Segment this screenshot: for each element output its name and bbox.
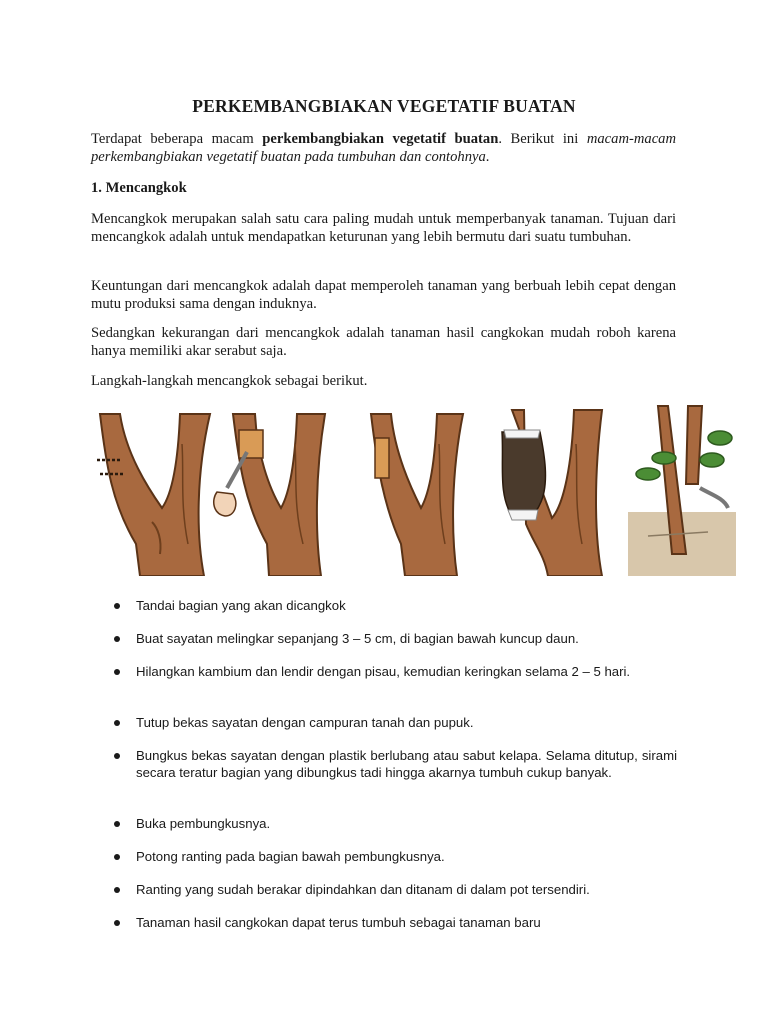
- step-text: Tanaman hasil cangkokan dapat terus tumbuh sebagai tanaman baru: [136, 915, 541, 930]
- bullet-icon: [114, 854, 120, 860]
- intro-text: . Berikut ini: [498, 131, 587, 147]
- advantage-paragraph: Keuntungan dari mencangkok adalah dapat memperoleh tanaman yang berbuah lebih cepat dengan mutu produksi sama dengan induknya.: [91, 278, 676, 312]
- step-text: Ranting yang sudah berakar dipindahkan dan ditanam di dalam pot tersendiri.: [136, 882, 590, 897]
- disadvantage-paragraph: Sedangkan kekurangan dari mencangkok adalah tanaman hasil cangkokan mudah roboh karena hanya memiliki akar serabut saja.: [91, 325, 676, 359]
- bullet-icon: [114, 669, 120, 675]
- marked-branch-illustration: [92, 404, 216, 576]
- step-text: Bungkus bekas sayatan dengan plastik berlubang atau sabut kelapa. Selama ditutup, sirami secara teratur bagian yang dibungkus tadi hingga akarnya tumbuh cukup banyak.: [136, 748, 677, 780]
- intro-text: Terdapat beberapa macam: [91, 131, 263, 147]
- bullet-icon: [114, 753, 120, 759]
- step-text: Buka pembungkusnya.: [136, 816, 271, 831]
- planted-cutting-illustration: [628, 404, 736, 576]
- bullet-icon: [114, 636, 120, 642]
- intro-text: .: [485, 149, 490, 165]
- step-text: Buat sayatan melingkar sepanjang 3 – 5 cm, di bagian bawah kuncup daun.: [136, 631, 579, 646]
- cutting-bark-illustration: [205, 404, 329, 576]
- definition-paragraph: Mencangkok merupakan salah satu cara paling mudah untuk memperbanyak tanaman. Tujuan dari mencangkok adalah untuk mendapatkan keturunan yang lebih bermutu dari suatu tumbuhan.: [91, 211, 676, 245]
- steps-intro-paragraph: Langkah-langkah mencangkok sebagai berikut.: [91, 373, 368, 389]
- document-title: PERKEMBANGBIAKAN VEGETATIF BUATAN: [192, 96, 576, 116]
- bullet-icon: [114, 720, 120, 726]
- bullet-icon: [114, 920, 120, 926]
- intro-bold-term: perkembangbiakan vegetatif buatan: [262, 131, 499, 147]
- wrapped-branch-illustration: [494, 404, 604, 576]
- bark-removed-illustration: [365, 404, 469, 576]
- step-text: Tutup bekas sayatan dengan campuran tanah dan pupuk.: [136, 715, 474, 730]
- step-text: Tandai bagian yang akan dicangkok: [136, 598, 346, 613]
- intro-italic-text: macam-macam perkembangbiakan vegetatif buatan pada tumbuhan dan contohnya: [91, 131, 677, 165]
- section-heading: 1. Mencangkok: [91, 180, 187, 196]
- intro-paragraph: [91, 130, 676, 166]
- step-text: Potong ranting pada bagian bawah pembungkusnya.: [136, 849, 445, 864]
- grafting-illustrations: [92, 404, 736, 576]
- bullet-icon: [114, 821, 120, 827]
- bullet-icon: [114, 887, 120, 893]
- bullet-icon: [114, 603, 120, 609]
- step-text: Hilangkan kambium dan lendir dengan pisau, kemudian keringkan selama 2 – 5 hari.: [136, 664, 631, 679]
